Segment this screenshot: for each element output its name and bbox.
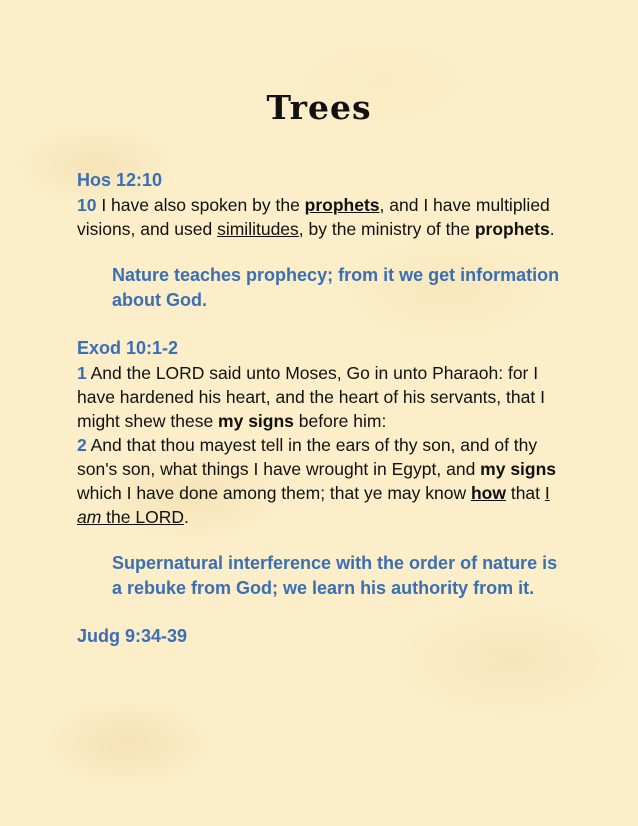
underlined-word: similitudes <box>217 219 299 239</box>
italic-word: am <box>77 507 102 527</box>
verse-segment: , and I have multiplied visions, and used <box>77 195 550 239</box>
document-body <box>77 167 567 649</box>
emphasized-word: how <box>470 483 506 503</box>
underlined-segment: I <box>544 483 550 503</box>
scripture-reference: Judg 9:34-39 <box>77 626 188 646</box>
verse-segment: before him: <box>293 411 387 431</box>
commentary-note: Nature teaches prophecy; from it we get information about God. <box>112 265 560 310</box>
verse-number: 2 <box>77 435 87 455</box>
verse-text <box>77 193 567 241</box>
verse-segment: . <box>549 219 555 239</box>
scripture-reference: Hos 12:10 <box>77 170 163 190</box>
verse-number: 1 <box>77 363 87 383</box>
emphasized-word: prophets <box>474 219 550 239</box>
verse-text <box>77 361 567 433</box>
page-title: Trees <box>266 88 372 127</box>
verse-segment: which I have done among them; that ye may know <box>77 483 471 503</box>
verse-segment: And that thou mayest tell in the ears of thy son, and of thy son's son, what things I have wrought in Egypt, and <box>77 435 538 479</box>
scripture-reference: Exod 10:1-2 <box>77 338 179 358</box>
underlined-segment: the LORD <box>101 507 184 527</box>
verse-segment: And the LORD said unto Moses, Go in unto Pharaoh: for I have hardened his heart, and the heart of his servants, that I might shew these <box>77 363 545 431</box>
verse-text <box>77 433 567 529</box>
verse-number: 10 <box>77 195 97 215</box>
emphasized-word: prophets <box>304 195 380 215</box>
verse-segment: that <box>505 483 545 503</box>
verse-segment: , by the ministry of the <box>298 219 475 239</box>
emphasized-word: my signs <box>218 411 294 431</box>
verse-segment: . <box>184 507 189 527</box>
commentary-note: Supernatural interference with the order of nature is a rebuke from God; we learn his authority from it. <box>112 553 558 598</box>
verse-segment: I have also spoken by the <box>96 195 305 215</box>
emphasized-word: my signs <box>480 459 557 479</box>
